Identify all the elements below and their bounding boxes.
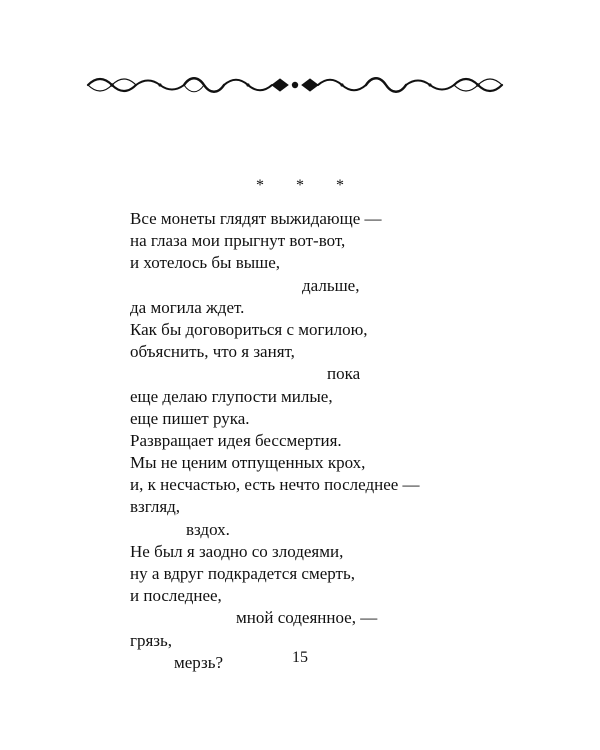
poem-line: грязь,: [130, 630, 173, 650]
poem-line: Как бы договориться с могилою,: [130, 319, 368, 339]
poem-line: да могила ждет.: [130, 297, 245, 317]
poem-line: еще пишет рука.: [130, 408, 250, 428]
page-number: 15: [292, 649, 308, 666]
poem-line: вздох.: [186, 519, 230, 539]
poem-line: пока: [327, 364, 361, 384]
poem-line: мерзь?: [174, 652, 224, 672]
poem-line: и хотелось бы выше,: [130, 253, 281, 273]
poem-line: объяснить, что я занят,: [130, 342, 295, 362]
poem-line: мной содеянное, —: [236, 608, 378, 628]
decorative-rule-icon: [86, 72, 504, 98]
poem-line: еще делаю глупости милые,: [130, 386, 333, 406]
poem-text: [130, 208, 530, 674]
poem-line: ну а вдруг подкрадется смерть,: [130, 564, 355, 583]
poem-line: Мы не ценим отпущенных крох,: [130, 453, 366, 473]
poem-line: дальше,: [302, 275, 360, 295]
poem-line: Развращает идея бессмертия.: [130, 430, 342, 450]
poem-heading: * * *: [256, 177, 358, 194]
poem-line: и последнее,: [130, 586, 222, 606]
poem-line: на глаза мои прыгнут вот-вот,: [130, 231, 346, 251]
poem-line: взгляд,: [130, 497, 181, 517]
poem-line: Не был я заодно со злодеями,: [130, 541, 344, 561]
poem-line: и, к несчастью, есть нечто последнее —: [130, 475, 420, 495]
poem-line: Все монеты глядят выжидающе —: [130, 209, 382, 228]
